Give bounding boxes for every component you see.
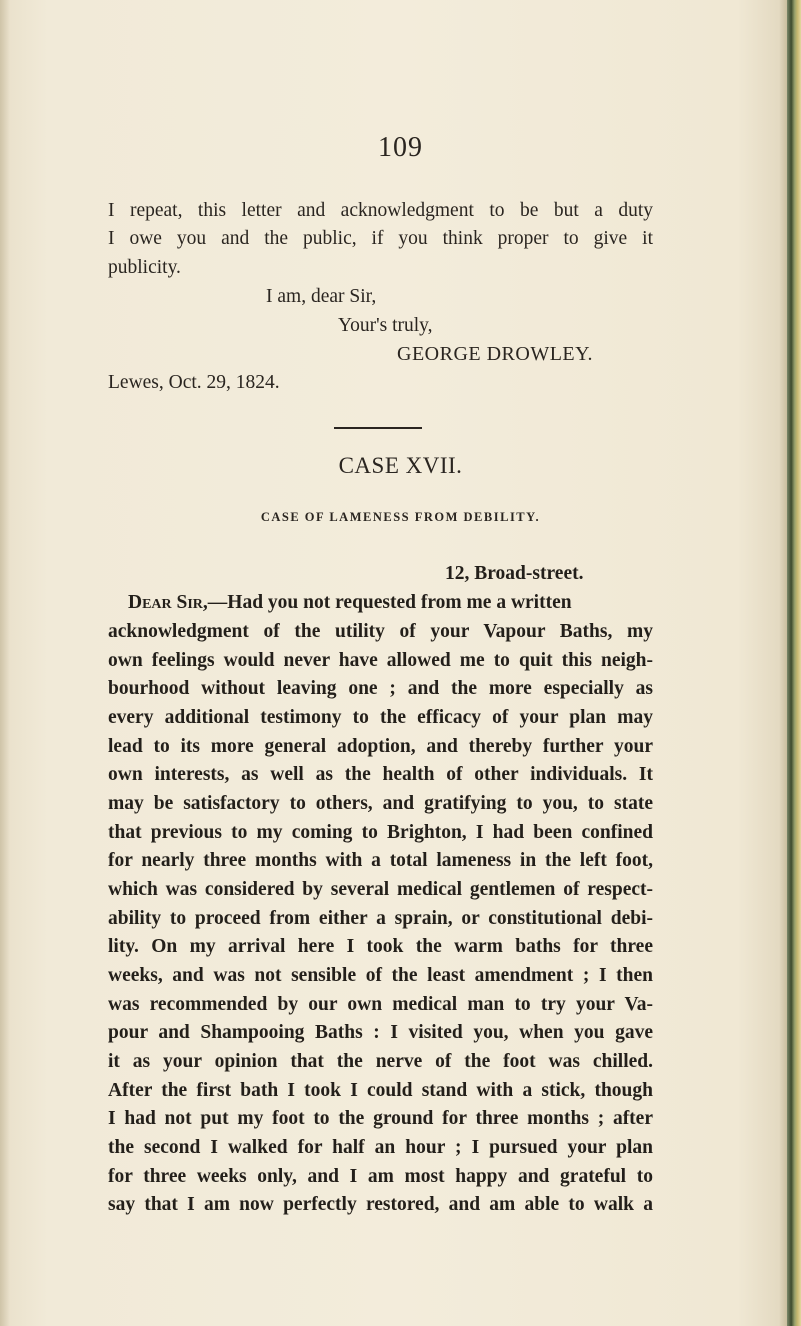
letter-first-line-text: —Had you not requested from me a written <box>207 592 572 613</box>
letter-close-line-2: I owe you and the public, if you think proper to give it <box>108 229 653 249</box>
spine-shadow <box>779 0 787 1326</box>
letter-body-line: it as your opinion that the nerve of the foot was chilled. <box>108 1052 653 1072</box>
letter-body-line: After the first bath I took I could stand with a stick, though <box>108 1081 653 1101</box>
letter-signature: GEORGE DROWLEY. <box>397 343 594 365</box>
case-title: CASE XVII. <box>338 453 463 478</box>
letter-body-line: every additional testimony to the efficacy of your plan may <box>108 708 653 728</box>
letter-first-line <box>128 593 653 613</box>
section-divider <box>334 427 422 429</box>
book-spine-edge <box>787 0 801 1326</box>
letter-body-line: say that I am now perfectly restored, and am able to walk a <box>108 1195 653 1215</box>
letter-body-line: for three weeks only, and I am most happy and grateful to <box>108 1167 653 1187</box>
letter-body-line: may be satisfactory to others, and gratifying to you, to state <box>108 794 653 814</box>
letter-valediction: Your's truly, <box>338 315 433 336</box>
page-gutter-shadow <box>0 0 10 1326</box>
letter-body-line: pour and Shampooing Baths : I visited you, when you gave <box>108 1023 653 1043</box>
letter-body-line: the second I walked for half an hour ; I pursued your plan <box>108 1138 653 1158</box>
letter-address: 12, Broad-street. <box>445 563 584 584</box>
letter-body-line: lead to its more general adoption, and thereby further your <box>108 737 653 757</box>
letter-body-line: ability to proceed from either a sprain, or constitutional debi- <box>108 909 653 929</box>
letter-body-line: acknowledgment of the utility of your Vapour Baths, my <box>108 622 653 642</box>
letter-salutation-dear-sir: Dear Sir, <box>128 592 208 613</box>
letter-body-line: which was considered by several medical gentlemen of respect- <box>108 880 653 900</box>
letter-close-line-1: I repeat, this letter and acknowledgment to be but a duty <box>108 201 653 221</box>
letter-close-line-3: publicity. <box>108 257 181 278</box>
letter-body-line: that previous to my coming to Brighton, I had been confined <box>108 823 653 843</box>
page-number: 109 <box>378 132 423 163</box>
case-subtitle: CASE OF LAMENESS FROM DEBILITY. <box>260 510 541 524</box>
letter-body-line: weeks, and was not sensible of the least amendment ; I then <box>108 966 653 986</box>
letter-body-line: for nearly three months with a total lameness in the left foot, <box>108 851 653 871</box>
letter-salutation: I am, dear Sir, <box>266 286 377 307</box>
letter-body-line: I had not put my foot to the ground for three months ; after <box>108 1109 653 1129</box>
letter-body-line: own interests, as well as the health of other individuals. It <box>108 765 653 785</box>
letter-body-line: bourhood without leaving one ; and the more especially as <box>108 679 653 699</box>
letter-body-line: own feelings would never have allowed me to quit this neigh- <box>108 651 653 671</box>
letter-body-line: lity. On my arrival here I took the warm baths for three <box>108 937 653 957</box>
letter-place-date: Lewes, Oct. 29, 1824. <box>108 372 280 393</box>
letter-body-line: was recommended by our own medical man to try your Va- <box>108 995 653 1015</box>
